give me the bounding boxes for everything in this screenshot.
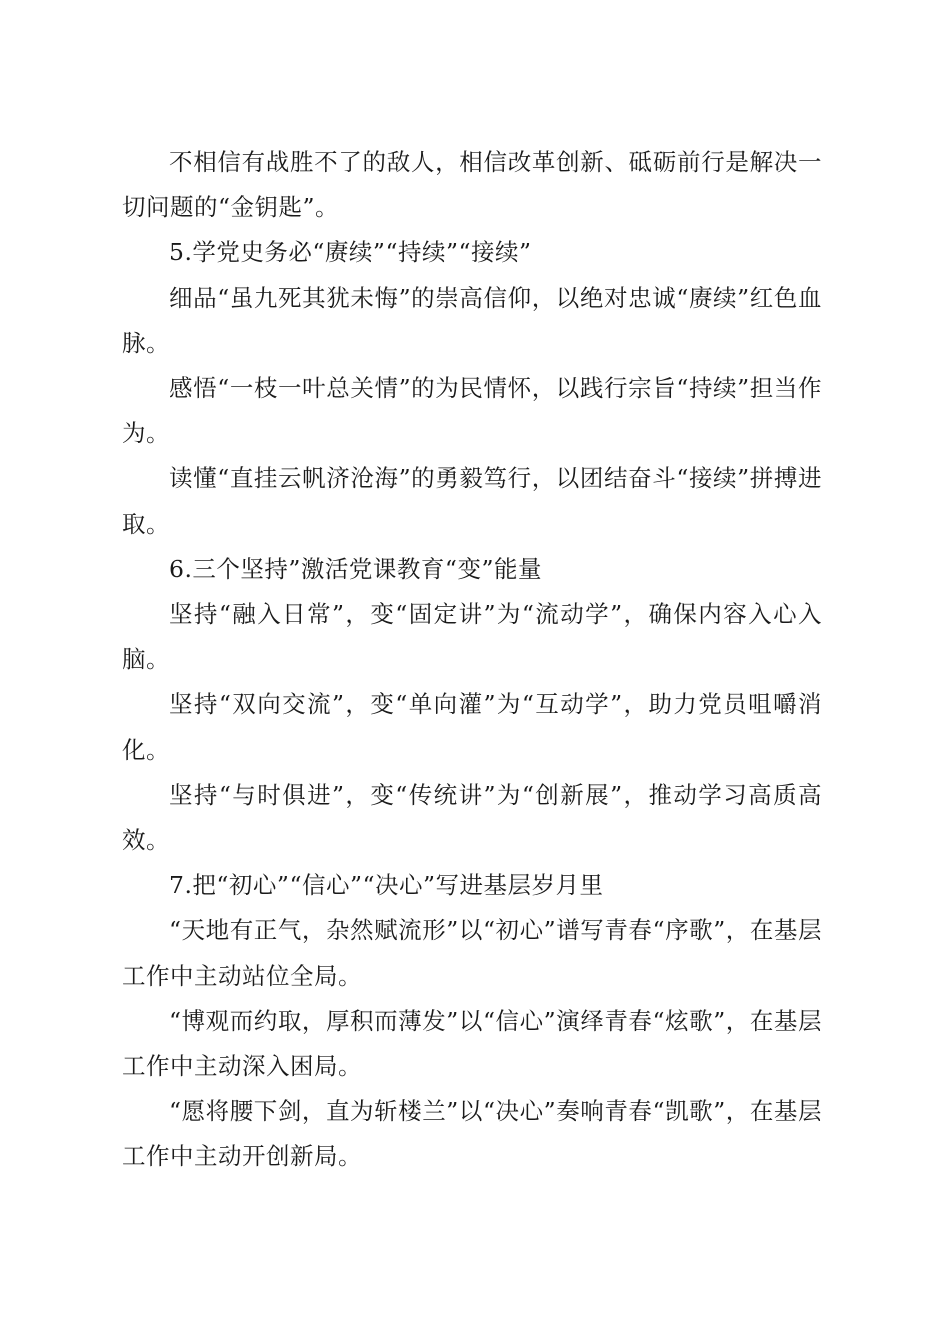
paragraph-7-3: “愿将腰下剑，直为斩楼兰”以“决心”奏响青春“凯歌”，在基层工作中主动开创新局。 xyxy=(122,1097,822,1171)
section-heading-5: 5.学党史务必“赓续”“持续”“接续” xyxy=(169,238,532,267)
paragraph-6-3: 坚持“与时俱进”，变“传统讲”为“创新展”，推动学习高质高效。 xyxy=(122,780,822,855)
paragraph-7-1: “天地有正气，杂然赋流形”以“初心”谱写青春“序歌”，在基层工作中主动站位全局。 xyxy=(122,916,822,990)
paragraph-6-2: 坚持“双向交流”，变“单向灌”为“互动学”，助力党员咀嚼消化。 xyxy=(122,690,822,764)
paragraph-5-2: 感悟“一枝一叶总关情”的为民情怀，以践行宗旨“持续”担当作为。 xyxy=(122,374,822,448)
document-body xyxy=(122,140,822,1180)
paragraph-5-1: 细品“虽九死其犹未悔”的崇高信仰，以绝对忠诚“赓续”红色血脉。 xyxy=(122,283,822,357)
section-heading-6: 6.三个坚持”激活党课教育“变”能量 xyxy=(169,554,542,583)
paragraph-6-1: 坚持“融入日常”，变“固定讲”为“流动学”，确保内容入心入脑。 xyxy=(122,600,822,674)
paragraph-1: 不相信有战胜不了的敌人，相信改革创新、砥砺前行是解决一切问题的“金钥匙”。 xyxy=(122,148,822,222)
section-heading-7: 7.把“初心”“信心”“决心”写进基层岁月里 xyxy=(169,871,604,900)
paragraph-7-2: “博观而约取，厚积而薄发”以“信心”演绎青春“炫歌”，在基层工作中主动深入困局。 xyxy=(122,1006,822,1081)
paragraph-5-3: 读懂“直挂云帆济沧海”的勇毅笃行，以团结奋斗“接续”拼搏进取。 xyxy=(122,464,822,538)
